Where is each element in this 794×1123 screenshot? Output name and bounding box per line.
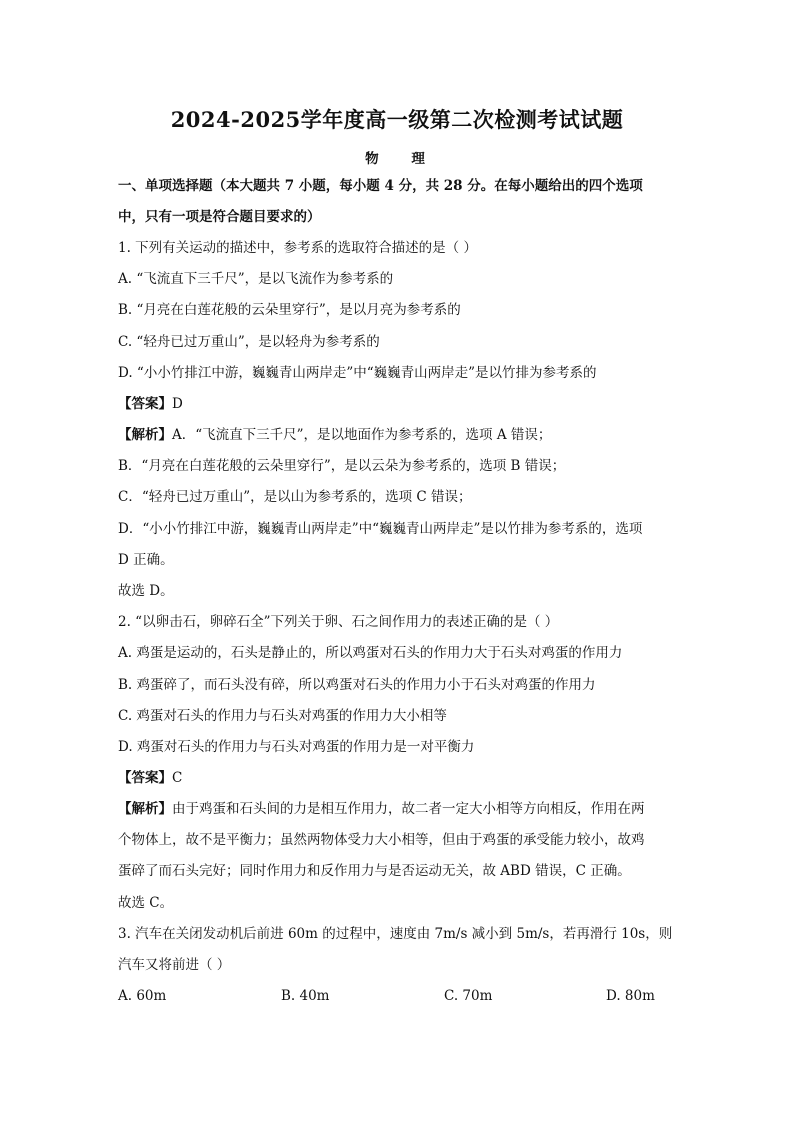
q2-analysis-line-2: 个物体上，故不是平衡力；虽然两物体受力大小相等，但由于鸡蛋的承受能力较小，故鸡 (118, 832, 645, 848)
q1-option-b: B. “月亮在白莲花般的云朵里穿行”，是以月亮为参考系的 (118, 302, 461, 318)
q1-option-c: C. “轻舟已过万重山”，是以轻舟为参考系的 (118, 334, 380, 350)
q2-option-c: C. 鸡蛋对石头的作用力与石头对鸡蛋的作用力大小相等 (118, 708, 447, 724)
answer-label: 【答案】 (118, 396, 172, 412)
q3-option-d: D. 80m (606, 988, 655, 1004)
subject-heading: 物 理 (365, 151, 439, 167)
q1-analysis-line-2: B．“月亮在白莲花般的云朵里穿行”，是以云朵为参考系的，选项 B 错误； (118, 458, 566, 474)
exam-title: 2024-2025学年度高一级第二次检测考试试题 (170, 107, 624, 132)
section-instruction-line-1: 一、单项选择题（本大题共 7 小题，每小题 4 分，共 28 分。在每小题给出的四个选项 (118, 178, 643, 194)
q3-option-c: C. 70m (444, 988, 493, 1004)
answer-value: D (172, 396, 183, 412)
q2-option-b: B. 鸡蛋碎了，而石头没有碎，所以鸡蛋对石头的作用力小于石头对鸡蛋的作用力 (118, 677, 596, 693)
q3-stem-line-2: 汽车又将前进（ ） (118, 957, 231, 973)
q3-option-a: A. 60m (118, 988, 167, 1004)
q1-analysis-line-1 (118, 426, 551, 444)
q2-analysis-line-3: 蛋碎了而石头完好；同时作用力和反作用力与是否运动无关，故 ABD 错误，C 正确。 (118, 863, 631, 879)
section-instruction-line-2: 中，只有一项是符合题目要求的） (118, 209, 321, 225)
q1-option-d: D. “小小竹排江中游，巍巍青山两岸走”中“巍巍青山两岸走”是以竹排为参考系的 (118, 365, 597, 381)
analysis-text: 由于鸡蛋和石头间的力是相互作用力，故二者一定大小相等方向相反，作用在两 (172, 801, 645, 817)
answer-label: 【答案】 (118, 770, 172, 786)
q2-option-d: D. 鸡蛋对石头的作用力与石头对鸡蛋的作用力是一对平衡力 (118, 739, 475, 755)
q1-stem: 1. 下列有关运动的描述中，参考系的选取符合描述的是（ ） (118, 240, 477, 256)
analysis-label: 【解析】 (118, 427, 172, 443)
analysis-label: 【解析】 (118, 801, 172, 817)
q2-answer (118, 769, 182, 787)
q1-analysis-line-5: D 正确。 (118, 552, 174, 568)
q1-conclusion: 故选 D。 (118, 583, 174, 599)
q3-option-b: B. 40m (281, 988, 330, 1004)
q1-analysis-line-4: D．“小小竹排江中游，巍巍青山两岸走”中“巍巍青山两岸走”是以竹排为参考系的，选项 (118, 521, 643, 537)
analysis-text: A．“飞流直下三千尺”，是以地面作为参考系的，选项 A 错误； (172, 427, 552, 443)
q1-option-a: A. “飞流直下三千尺”，是以飞流作为参考系的 (118, 271, 394, 287)
q2-conclusion: 故选 C。 (118, 895, 174, 911)
q1-analysis-line-3: C．“轻舟已过万重山”，是以山为参考系的，选项 C 错误； (118, 489, 472, 505)
q1-answer (118, 395, 183, 413)
q2-option-a: A. 鸡蛋是运动的，石头是静止的，所以鸡蛋对石头的作用力大于石头对鸡蛋的作用力 (118, 645, 623, 661)
q2-analysis-line-1 (118, 800, 645, 818)
q3-stem-line-1: 3. 汽车在关闭发动机后前进 60m 的过程中，速度由 7m/s 减小到 5m/s，若再滑行 10s，则 (118, 926, 673, 942)
q2-stem: 2. “以卵击石，卵碎石全”下列关于卵、石之间作用力的表述正确的是（ ） (118, 614, 559, 630)
answer-value: C (172, 770, 183, 786)
